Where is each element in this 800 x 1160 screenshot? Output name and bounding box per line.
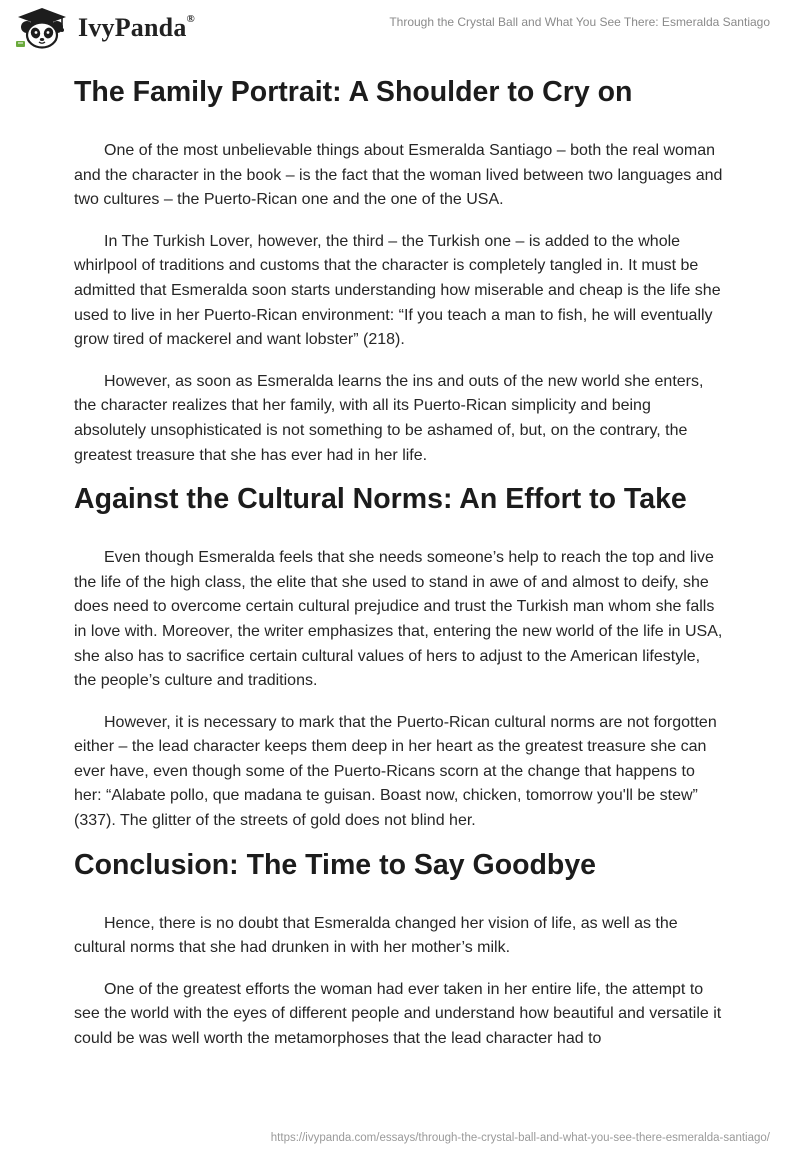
paragraph: However, as soon as Esmeralda learns the ins and outs of the new world she enters, the character realizes that her family, with all its Puerto-Rican simplicity and being absolutely unsophisticated is not something to be ashamed of, but, on the contrary, the greatest treasure that she has ever had in her life. [74,372,704,464]
page-header [0,0,800,60]
source-url[interactable]: https://ivypanda.com/essays/through-the-crystal-ball-and-what-you-see-there-esmeralda-santiago/ [270,1132,770,1144]
registered-mark: ® [186,13,195,26]
panda-graduate-icon [14,7,70,49]
section-heading: Conclusion: The Time to Say Goodbye [74,848,597,881]
document-title: Through the Crystal Ball and What You See There: Esmeralda Santiago [389,15,770,29]
paragraph: One of the most unbelievable things about Esmeralda Santiago – both the real woman and the character in the book – is the fact that the woman lived between two languages and two cultures – the Puerto-Rican one and the one of the USA. [74,142,723,209]
brand-name: IvyPanda® [78,13,195,42]
paragraph: Hence, there is no doubt that Esmeralda changed her vision of life, as well as the cultural norms that she had drunken in with her mother’s milk. [74,914,678,957]
brand-logo[interactable] [14,7,195,49]
paragraph: One of the greatest efforts the woman had ever taken in her entire life, the attempt to see the world with the eyes of different people and understand how beautiful and versatile it could be was well worth the metamorphoses that the lead character had to [74,980,722,1048]
essay-content [74,72,726,1052]
section-heading: The Family Portrait: A Shoulder to Cry on [74,76,633,108]
paragraph: In The Turkish Lover, however, the third – the Turkish one – is added to the whole whirlpool of traditions and customs that the character is completely tangled in. It must be admitted that Esmeralda soon starts understanding how miserable and cheap is the life she used to live in her Puerto-Rican environment: “If you teach a man to fish, he will eventually grow tired of mackerel and want lobster” (218). [74,232,721,349]
paragraph: However, it is necessary to mark that the Puerto-Rican cultural norms are not forgotten either – the lead character keeps them deep in her heart as the greatest treasure she can ever have, even though some of the Puerto-Ricans scorn at the change that happens to her: “Alabate pollo, que madana te guisan. Boast now, chicken, tomorrow you'll be stew” (337). The glitter of the streets of gold does not blind her. [74,713,717,830]
paragraph: Even though Esmeralda feels that she needs someone’s help to reach the top and live the life of the high class, the elite that she used to stand in awe of and almost to deify, she does need to overcome certain cultural prejudice and trust the Turkish man whom she falls in love with. Moreover, the writer emphasizes that, entering the new world of the life in USA, she also has to sacrifice certain cultural values of hers to adjust to the American lifestyle, the people’s culture and traditions. [74,549,723,690]
section-heading: Against the Cultural Norms: An Effort to Take [74,483,687,516]
